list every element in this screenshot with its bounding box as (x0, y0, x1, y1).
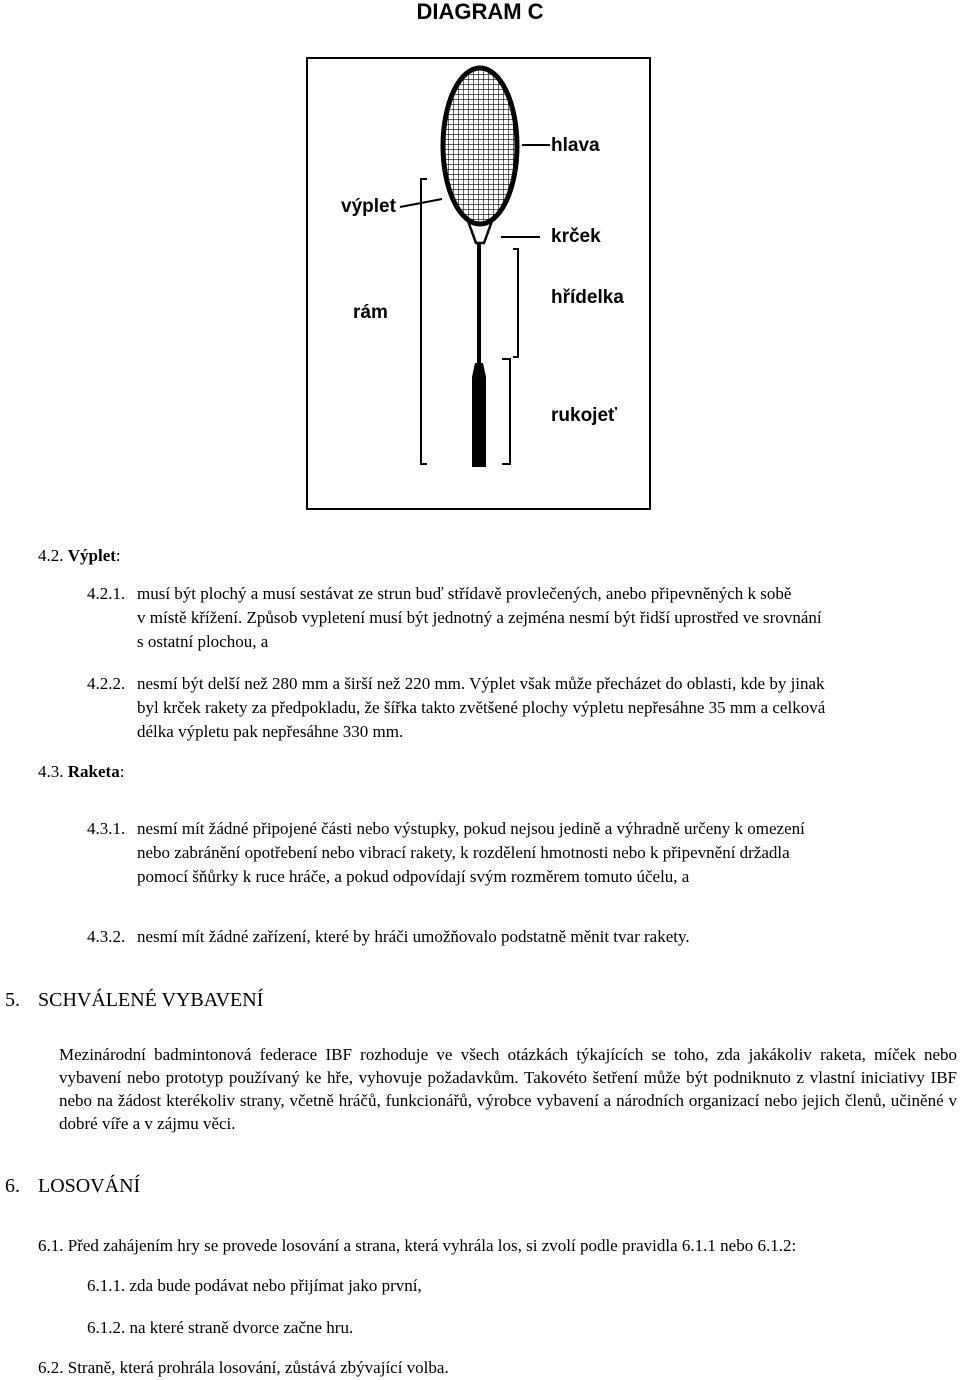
clause-6-1-2: 6.1.2. na které straně dvorce začne hru. (87, 1318, 354, 1337)
label-krcek: krček (551, 226, 601, 247)
label-vyplet: výplet (341, 196, 396, 217)
section-number: 4.3. (38, 762, 64, 781)
bracket-rukojet (502, 359, 510, 464)
label-ram: rám (353, 302, 388, 323)
clause-number: 4.3.2. (87, 927, 126, 946)
label-hridelka: hřídelka (551, 287, 624, 308)
clause-4-3-1-line: pomocí šňůrky k ruce hráče, a pokud odpovídají svým rozměrem tomuto účelu, a (137, 867, 690, 886)
racket-shaft (477, 243, 481, 363)
clause-4-2-2-line: délka výpletu pak nepřesáhne 330 mm. (137, 722, 404, 741)
label-hlava: hlava (551, 135, 600, 156)
clause-4-3-2-text: nesmí mít žádné zařízení, které by hráči umožňovalo podstatně měnit tvar rakety. (137, 927, 690, 946)
clause-6-1: 6.1. Před zahájením hry se provede losování a strana, která vyhrála los, si zvolí podle pravidla 6.1.1 nebo 6.1.2: (38, 1236, 797, 1255)
section-5-number: 5. (5, 989, 20, 1011)
clause-4-2-2-line: byl krček rakety za předpokladu, že šířka takto zvětšené plochy výpletu nepřesáhne 35 mm a celková (137, 698, 826, 717)
section-4-3-heading (38, 760, 124, 784)
clause-4-2-1-line: v místě křížení. Způsob vypletení musí být jednotný a zejména nesmí být řidší uprostřed ve srovnání (137, 608, 822, 627)
heading-colon: : (115, 546, 121, 565)
clause-4-2-1-line: s ostatní plochou, a (137, 632, 269, 651)
section-5-paragraph: Mezinárodní badmintonová federace IBF rozhoduje ve všech otázkách týkajících se toho, zda jakákoliv raketa, míček nebo vybavení nebo prototyp používaný ke hře, vyhovuje požadavkům. Takovéto šetření může být podniknuto z vlastní iniciativy IBF nebo na žádost kterékoliv strany, včetně hráčů, funkcionářů, výrobce vybavení a národních organizací nebo jejich členů, učiněné v dobré víře a v zájmu věci. (59, 1045, 957, 1133)
racket-head (438, 64, 522, 228)
clause-number: 4.2.2. (87, 674, 126, 693)
section-heading: Raketa (67, 762, 120, 781)
clause-4-3-1-line: nesmí mít žádné připojené části nebo výstupky, pokud nejsou jedině a výhradně určeny k omezení (137, 819, 805, 838)
heading-colon: : (119, 762, 125, 781)
bracket-ram (421, 179, 427, 464)
section-5-heading: SCHVÁLENÉ VYBAVENÍ (38, 989, 264, 1011)
clause-4-3-1-line: nebo zabránění opotřebení nebo vibrací rakety, k rozdělení hmotnosti nebo k připevnění držadla (137, 843, 790, 862)
racket-drawing (308, 59, 649, 508)
section-6-heading: LOSOVÁNÍ (38, 1175, 141, 1197)
label-rukojet: rukojeť (551, 405, 618, 426)
section-6-number: 6. (5, 1175, 20, 1197)
bracket-hridelka (513, 249, 518, 357)
section-number: 4.2. (38, 546, 64, 565)
clause-number: 4.3.1. (87, 819, 126, 838)
clause-4-2-1-line: musí být plochý a musí sestávat ze strun buď střídavě provlečených, anebo připevněných k sobě (137, 584, 792, 603)
racket-handle (472, 363, 486, 467)
page-title: DIAGRAM C (416, 0, 544, 24)
section-heading: Výplet (67, 546, 116, 565)
section-4-2-heading (38, 544, 121, 568)
clause-6-2: 6.2. Straně, která prohrála losování, zůstává zbývající volba. (38, 1358, 449, 1377)
clause-6-1-1: 6.1.1. zda bude podávat nebo přijímat jako první, (87, 1276, 422, 1295)
clause-number: 4.2.1. (87, 584, 126, 603)
clause-4-2-2-line: nesmí být delší než 280 mm a širší než 220 mm. Výplet však může přecházet do oblasti, kde by jinak (137, 674, 825, 693)
racket-diagram (306, 57, 651, 510)
